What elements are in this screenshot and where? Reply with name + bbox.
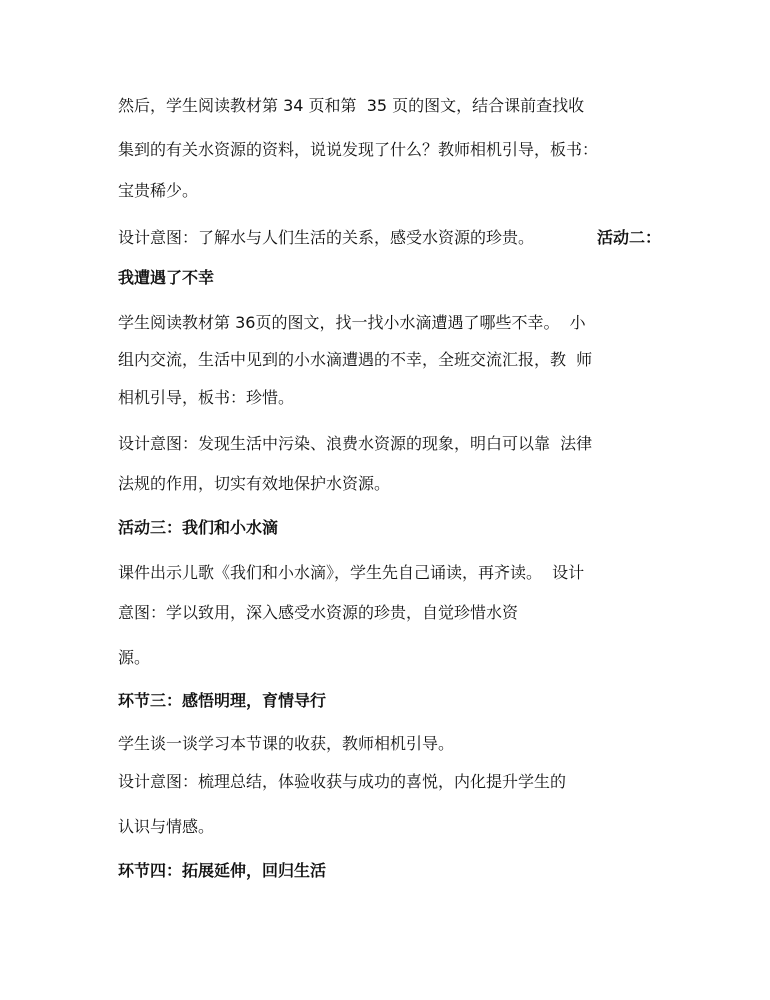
paragraph-line: 意图：学以致用，深入感受水资源的珍贵，自觉珍惜水资 <box>118 603 519 622</box>
paragraph-line: 宝贵稀少。 <box>118 181 199 200</box>
paragraph-line: 课件出示儿歌《我们和小水滴》，学生先自己诵读，再齐读。 设计 <box>118 563 585 582</box>
activity-title: 我遭遇了不幸 <box>118 268 215 287</box>
paragraph-line: 源。 <box>118 648 151 667</box>
paragraph-line: 组内交流，生活中见到的小水滴遭遇的不幸，全班交流汇报，教 师 <box>118 350 593 369</box>
paragraph-line: 相机引导，板书：珍惜。 <box>118 388 295 407</box>
paragraph-line: 然后，学生阅读教材第 34 页和第 35 页的图文，结合课前查找收 <box>118 96 585 115</box>
design-intent-line: 设计意图：发现生活中污染、浪费水资源的现象，明白可以靠 法律 <box>118 434 593 453</box>
paragraph-line: 学生谈一谈学习本节课的收获，教师相机引导。 <box>118 734 455 753</box>
design-intent-line: 设计意图：梳理总结，体验收获与成功的喜悦，内化提升学生的 <box>118 772 567 791</box>
paragraph-line: 学生阅读教材第 36页的图文，找一找小水滴遭遇了哪些不幸。 小 <box>118 313 586 332</box>
paragraph-line: 认识与情感。 <box>118 817 215 836</box>
activity-heading: 活动二： <box>597 228 662 247</box>
section-heading: 环节四：拓展延伸，回归生活 <box>118 861 327 880</box>
section-heading: 环节三：感悟明理，育情导行 <box>118 691 327 710</box>
paragraph-line: 法规的作用，切实有效地保护水资源。 <box>118 474 391 493</box>
design-intent-line: 设计意图：了解水与人们生活的关系，感受水资源的珍贵。 <box>118 228 535 247</box>
activity-heading: 活动三：我们和小水滴 <box>118 518 279 537</box>
paragraph-line: 集到的有关水资源的资料，说说发现了什么？教师相机引导，板书： <box>118 140 599 159</box>
